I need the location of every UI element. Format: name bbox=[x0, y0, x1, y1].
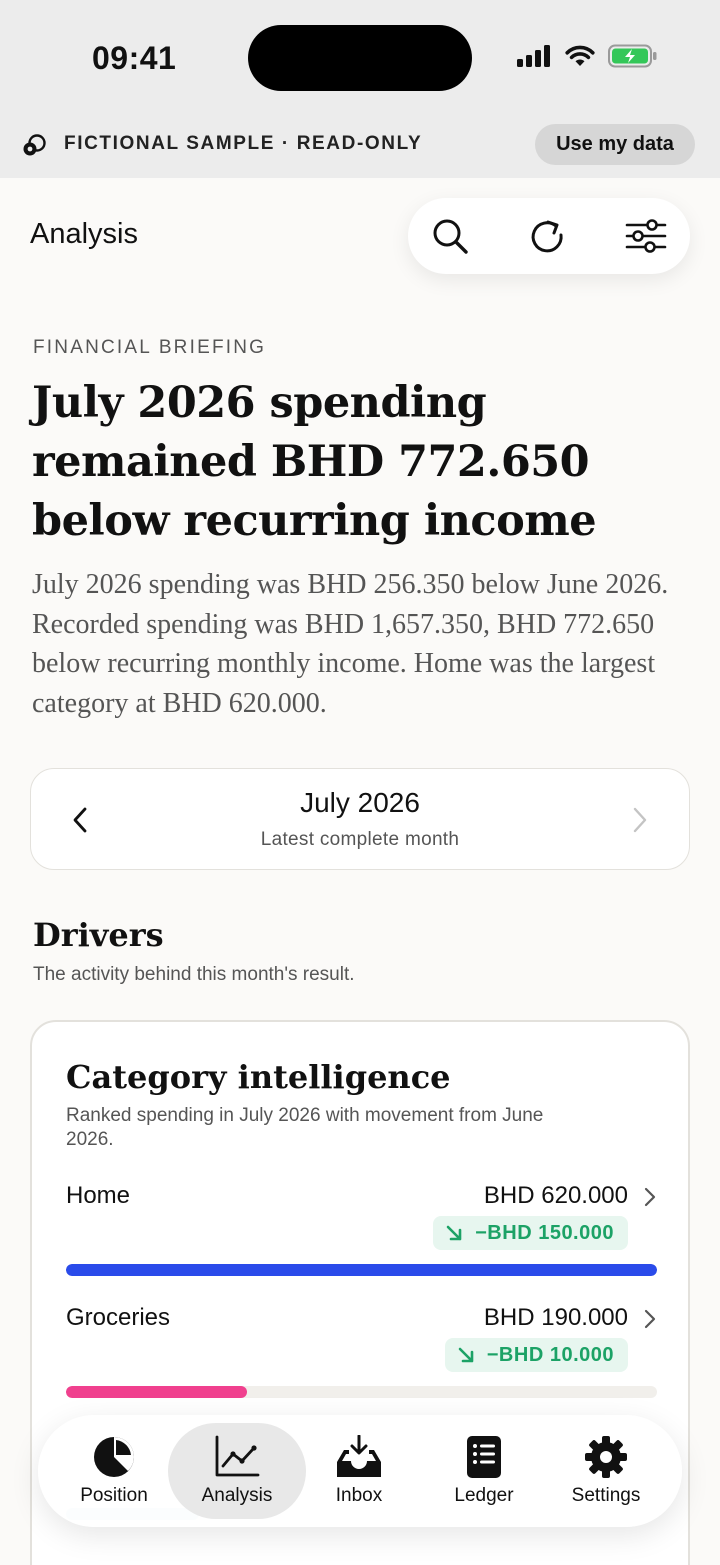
category-change-badge bbox=[445, 1338, 628, 1372]
tab-label: Inbox bbox=[335, 1485, 383, 1506]
month-subtitle: Latest complete month bbox=[260, 829, 460, 850]
toolbar bbox=[408, 198, 690, 274]
dynamic-island bbox=[248, 25, 472, 91]
tab-label: Ledger bbox=[454, 1485, 514, 1506]
category-bar-fill bbox=[66, 1386, 247, 1398]
status-icons bbox=[516, 44, 658, 68]
tab-label: Position bbox=[80, 1485, 148, 1506]
battery-icon bbox=[608, 44, 658, 68]
tab-inbox[interactable] bbox=[314, 1423, 404, 1519]
chevron-right-icon bbox=[631, 806, 649, 834]
wifi-icon bbox=[564, 44, 596, 68]
sample-data-icon bbox=[22, 134, 48, 158]
search-button[interactable] bbox=[426, 212, 474, 260]
tab-label: Analysis bbox=[201, 1485, 273, 1506]
briefing-headline: July 2026 spending remained BHD 772.650 below recurring income bbox=[32, 378, 597, 546]
tab-label: Settings bbox=[571, 1485, 641, 1506]
category-change-value: −BHD 10.000 bbox=[486, 1343, 614, 1366]
category-bar-track bbox=[66, 1264, 657, 1276]
chevron-right-icon bbox=[642, 1186, 658, 1208]
inbox-icon bbox=[335, 1435, 383, 1479]
refresh-button[interactable] bbox=[524, 212, 572, 260]
sample-banner-text: FICTIONAL SAMPLE · READ-ONLY bbox=[64, 133, 423, 154]
pie-chart-icon bbox=[92, 1435, 136, 1479]
category-name: Home bbox=[66, 1182, 131, 1209]
briefing-eyebrow: FINANCIAL BRIEFING bbox=[33, 337, 267, 358]
ledger-icon bbox=[466, 1435, 502, 1479]
category-change-value: −BHD 150.000 bbox=[475, 1221, 614, 1244]
category-card-subtitle: Ranked spending in July 2026 with movement from June 2026. bbox=[66, 1105, 544, 1150]
category-bar-fill bbox=[66, 1264, 657, 1276]
filters-button[interactable] bbox=[622, 212, 670, 260]
refresh-icon bbox=[528, 216, 568, 256]
line-chart-icon bbox=[214, 1435, 260, 1479]
month-title: July 2026 bbox=[300, 787, 420, 818]
gear-icon bbox=[584, 1435, 628, 1479]
tab-bar bbox=[38, 1415, 682, 1527]
use-my-data-button[interactable]: Use my data bbox=[535, 124, 695, 165]
status-time: 09:41 bbox=[92, 40, 177, 76]
briefing-summary: July 2026 spending was BHD 256.350 below June 2026. Recorded spending was BHD 1,657.350, BHD 772.650 below recurring monthly income. Home was the largest category at BHD 620.000. bbox=[32, 569, 669, 719]
drivers-title: Drivers bbox=[33, 916, 164, 954]
month-selector bbox=[30, 768, 690, 870]
sliders-icon bbox=[625, 216, 667, 256]
search-icon bbox=[430, 216, 470, 256]
tab-settings[interactable] bbox=[560, 1423, 652, 1519]
chevron-right-icon bbox=[642, 1308, 658, 1330]
category-bar-track bbox=[66, 1386, 657, 1398]
category-card-title: Category intelligence bbox=[66, 1058, 451, 1096]
tab-ledger[interactable] bbox=[434, 1423, 534, 1519]
arrow-down-right-icon bbox=[445, 1224, 463, 1242]
drivers-subtitle: The activity behind this month's result. bbox=[33, 964, 355, 985]
arrow-down-right-icon bbox=[457, 1346, 475, 1364]
page-title: Analysis bbox=[30, 218, 138, 250]
category-amount: BHD 190.000 bbox=[483, 1304, 628, 1331]
tab-position[interactable] bbox=[68, 1423, 160, 1519]
category-change-badge bbox=[433, 1216, 628, 1250]
signal-icon bbox=[516, 44, 552, 68]
category-amount: BHD 620.000 bbox=[483, 1182, 628, 1209]
next-month-button[interactable] bbox=[625, 803, 655, 837]
tab-analysis[interactable] bbox=[168, 1423, 306, 1519]
category-name: Groceries bbox=[66, 1304, 171, 1331]
